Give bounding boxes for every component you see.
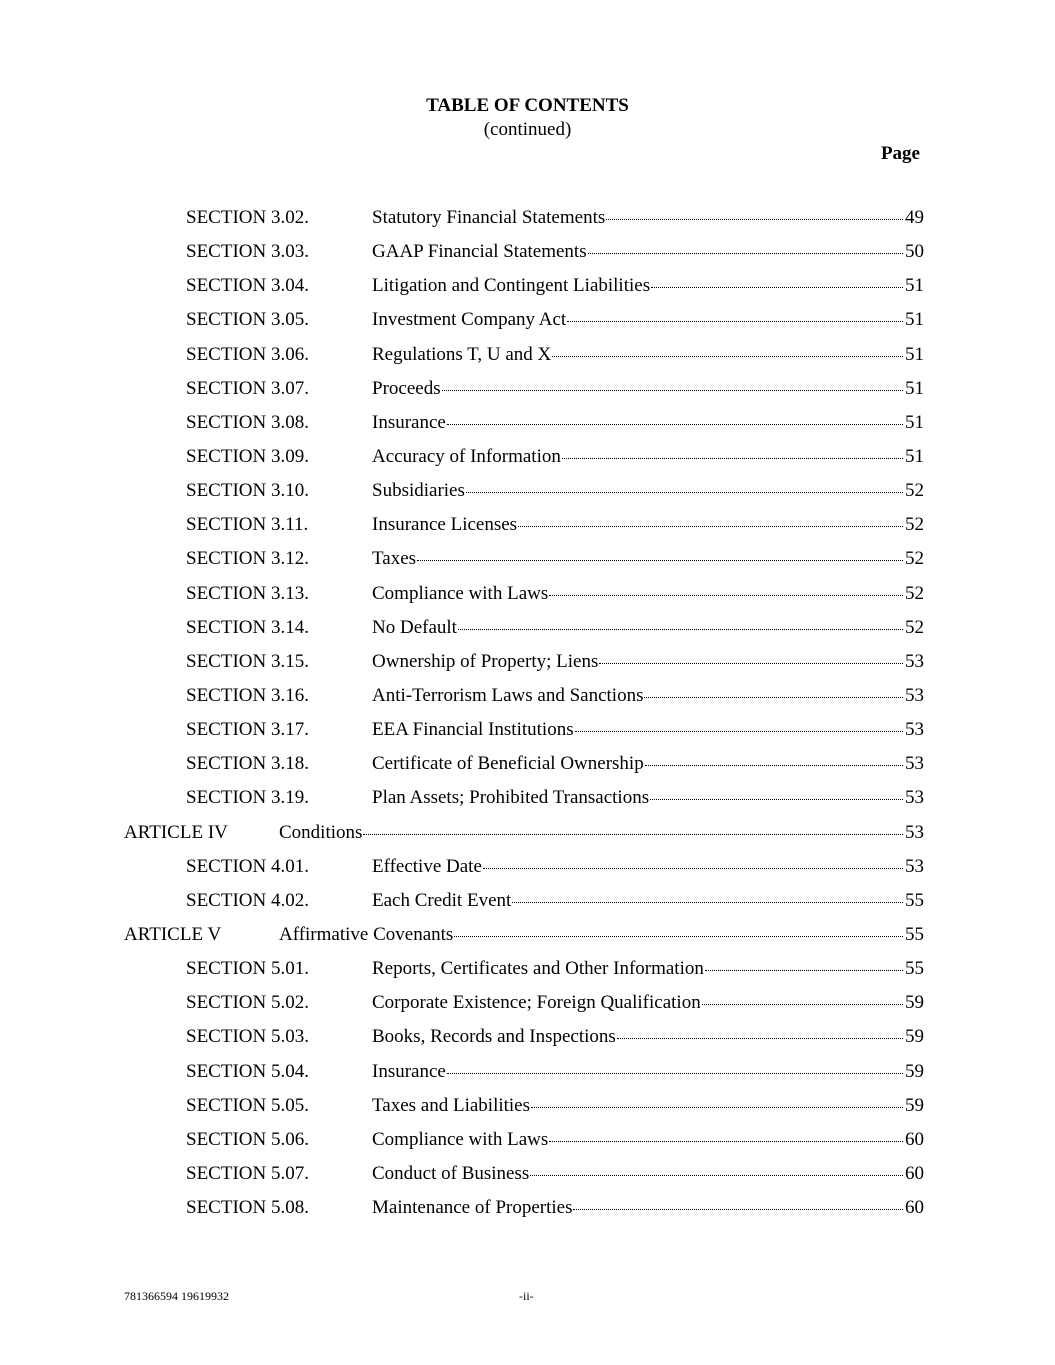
- toc-entry-page: 59: [905, 1060, 924, 1082]
- dot-leader: [518, 526, 903, 527]
- dot-leader: [458, 629, 903, 630]
- toc-section-row[interactable]: [0, 339, 1055, 373]
- toc-entry-title: Each Credit Event: [372, 889, 512, 911]
- toc-entry-title: Insurance: [372, 411, 446, 433]
- dot-leader: [617, 1038, 903, 1039]
- toc-article-row[interactable]: [0, 817, 1055, 851]
- dot-leader: [599, 663, 903, 664]
- toc-section-row[interactable]: [0, 1056, 1055, 1090]
- toc-section-row[interactable]: [0, 578, 1055, 612]
- toc-section-row[interactable]: [0, 407, 1055, 441]
- toc-entry: [372, 752, 905, 776]
- toc-entry-number: SECTION 5.06.: [186, 1128, 309, 1150]
- toc-entry-number: SECTION 5.07.: [186, 1162, 309, 1184]
- toc-section-row[interactable]: [0, 543, 1055, 577]
- toc-entry: [372, 1025, 905, 1049]
- toc-entry-page: 53: [905, 650, 924, 672]
- toc-entry: [372, 582, 905, 606]
- footer-page-number: -ii-: [519, 1289, 534, 1303]
- toc-entry-page: 53: [905, 753, 924, 775]
- toc-section-row[interactable]: [0, 509, 1055, 543]
- toc-entry-number: SECTION 3.12.: [186, 548, 309, 570]
- toc-entry-title: Reports, Certificates and Other Information: [372, 958, 704, 980]
- toc-entry-number: SECTION 5.08.: [186, 1197, 309, 1219]
- toc-entry: [372, 786, 905, 810]
- dot-leader: [552, 356, 903, 357]
- dot-leader: [588, 253, 903, 254]
- toc-section-row[interactable]: [0, 1192, 1055, 1226]
- toc-entry-title: Books, Records and Inspections: [372, 1026, 616, 1048]
- toc-section-row[interactable]: [0, 475, 1055, 509]
- toc-entry-title: Taxes and Liabilities: [372, 1094, 531, 1116]
- toc-section-row[interactable]: [0, 987, 1055, 1021]
- toc-section-row[interactable]: [0, 1124, 1055, 1158]
- toc-entry: [372, 377, 905, 401]
- toc-section-row[interactable]: [0, 1090, 1055, 1124]
- dot-leader: [549, 1141, 903, 1142]
- toc-entry-title: Investment Company Act: [372, 309, 567, 331]
- toc-entry-title: Affirmative Covenants: [279, 923, 454, 945]
- toc-article-row[interactable]: [0, 919, 1055, 953]
- dot-leader: [702, 1004, 903, 1005]
- toc-entry: [372, 616, 905, 640]
- dot-leader: [549, 595, 903, 596]
- toc-entry: [372, 1060, 905, 1084]
- dot-leader: [466, 492, 903, 493]
- toc-entry-number: SECTION 3.07.: [186, 377, 309, 399]
- toc-entry-number: ARTICLE V: [124, 923, 222, 945]
- toc-entry-number: SECTION 3.04.: [186, 275, 309, 297]
- toc-section-row[interactable]: [0, 680, 1055, 714]
- toc-section-row[interactable]: [0, 748, 1055, 782]
- toc-entry-number: SECTION 4.01.: [186, 855, 309, 877]
- toc-entry-number: SECTION 4.02.: [186, 889, 309, 911]
- toc-entry-page: 53: [905, 787, 924, 809]
- toc-entry-number: SECTION 3.03.: [186, 241, 309, 263]
- dot-leader: [447, 1073, 903, 1074]
- toc-section-row[interactable]: [0, 236, 1055, 270]
- toc-entry: [372, 1196, 905, 1220]
- dot-leader: [651, 287, 903, 288]
- toc-entry-title: Statutory Financial Statements: [372, 207, 606, 228]
- toc-entry-title: Proceeds: [372, 377, 441, 399]
- toc-entry-page: 53: [905, 821, 924, 843]
- dot-leader: [567, 321, 903, 322]
- toc-entry-page: 53: [905, 684, 924, 706]
- page-column-label: Page: [880, 143, 920, 164]
- toc-entry-title: EEA Financial Institutions: [372, 719, 574, 741]
- toc-section-row[interactable]: [0, 1021, 1055, 1055]
- toc-entry-title: GAAP Financial Statements: [372, 241, 587, 263]
- toc-entry: [372, 1128, 905, 1152]
- toc-entry-title: Corporate Existence; Foreign Qualification: [372, 992, 701, 1014]
- toc-entry-number: SECTION 3.19.: [186, 787, 309, 809]
- toc-entry: [372, 479, 905, 503]
- toc-entry-number: SECTION 5.03.: [186, 1026, 309, 1048]
- toc-entry: [372, 445, 905, 469]
- toc-section-row[interactable]: [0, 782, 1055, 816]
- toc-entry-page: 55: [905, 889, 924, 911]
- toc-entry: [372, 513, 905, 537]
- toc-entry-number: SECTION 5.04.: [186, 1060, 309, 1082]
- toc-title: TABLE OF CONTENTS: [426, 95, 629, 116]
- toc-entry-page: 53: [905, 719, 924, 741]
- toc-entry-number: SECTION 3.16.: [186, 684, 309, 706]
- toc-section-row[interactable]: [0, 646, 1055, 680]
- toc-entry-title: Compliance with Laws: [372, 1128, 549, 1150]
- toc-entry: [372, 650, 905, 674]
- toc-entry-number: SECTION 5.02.: [186, 992, 309, 1014]
- toc-section-row[interactable]: [0, 373, 1055, 407]
- toc-entry: [372, 274, 905, 298]
- toc-entry-title: Insurance: [372, 1060, 446, 1082]
- toc-entry-title: Conduct of Business: [372, 1162, 530, 1184]
- toc-entry-title: Certificate of Beneficial Ownership: [372, 753, 644, 775]
- toc-subtitle: (continued): [483, 119, 572, 140]
- dot-leader: [575, 731, 903, 732]
- toc-entry-page: 52: [905, 480, 924, 502]
- toc-entry: [372, 684, 905, 708]
- toc-entry-title: Subsidiaries: [372, 480, 465, 502]
- dot-leader: [530, 1175, 903, 1176]
- dot-leader: [573, 1209, 903, 1210]
- toc-entry-title: Maintenance of Properties: [372, 1197, 573, 1219]
- toc-entry-page: 51: [905, 309, 924, 331]
- dot-leader: [705, 970, 903, 971]
- dot-leader: [650, 799, 903, 800]
- toc-entry-number: SECTION 5.05.: [186, 1094, 309, 1116]
- toc-entry-number: SECTION 3.15.: [186, 650, 309, 672]
- toc-entry-page: 59: [905, 992, 924, 1014]
- toc-entry-number: SECTION 3.14.: [186, 616, 309, 638]
- toc-entry-page: 52: [905, 616, 924, 638]
- toc-entry-number: SECTION 3.10.: [186, 480, 309, 502]
- toc-entry-number: SECTION 3.17.: [186, 719, 309, 741]
- toc-list: [0, 202, 1055, 1226]
- toc-entry-page: 53: [905, 855, 924, 877]
- toc-entry-title: Litigation and Contingent Liabilities: [372, 275, 651, 297]
- toc-entry-title: Plan Assets; Prohibited Transactions: [372, 787, 650, 809]
- toc-entry: [372, 718, 905, 742]
- toc-section-row[interactable]: [0, 885, 1055, 919]
- toc-entry-title: No Default: [372, 616, 457, 638]
- toc-entry: [372, 411, 905, 435]
- toc-entry: [372, 957, 905, 981]
- toc-entry-number: SECTION 3.13.: [186, 582, 309, 604]
- toc-entry: [372, 991, 905, 1015]
- toc-section-row[interactable]: [0, 953, 1055, 987]
- dot-leader: [447, 424, 903, 425]
- toc-entry: [372, 855, 905, 879]
- toc-entry-title: Taxes: [372, 548, 417, 570]
- toc-entry-page: 55: [905, 958, 924, 980]
- toc-entry-number: SECTION 3.18.: [186, 753, 309, 775]
- toc-entry: [372, 1162, 905, 1186]
- toc-entry-page: 51: [905, 275, 924, 297]
- toc-entry-number: ARTICLE IV: [124, 821, 228, 843]
- toc-entry-page: 51: [905, 343, 924, 365]
- toc-entry-number: SECTION 3.06.: [186, 343, 309, 365]
- toc-entry-title: Compliance with Laws: [372, 582, 549, 604]
- dot-leader: [645, 765, 903, 766]
- toc-entry-page: 59: [905, 1026, 924, 1048]
- toc-section-row[interactable]: [0, 851, 1055, 885]
- toc-entry-title: Anti-Terrorism Laws and Sanctions: [372, 684, 644, 706]
- toc-entry-page: 52: [905, 514, 924, 536]
- toc-entry-page: 59: [905, 1094, 924, 1116]
- dot-leader: [454, 936, 903, 937]
- toc-entry: [279, 821, 905, 845]
- dot-leader: [417, 560, 903, 561]
- toc-entry: [372, 547, 905, 571]
- toc-entry-page: 55: [905, 923, 924, 945]
- dot-leader: [442, 390, 903, 391]
- toc-entry-page: 51: [905, 445, 924, 467]
- toc-entry-title: Conditions: [279, 821, 363, 843]
- toc-entry-page: 60: [905, 1128, 924, 1150]
- toc-entry: [372, 1094, 905, 1118]
- toc-entry: [372, 889, 905, 913]
- toc-entry-title: Insurance Licenses: [372, 514, 518, 536]
- dot-leader: [606, 219, 903, 220]
- toc-entry-title: Effective Date: [372, 855, 482, 877]
- toc-entry-title: Accuracy of Information: [372, 445, 561, 467]
- toc-entry-number: SECTION 5.01.: [186, 958, 309, 980]
- toc-entry: [279, 923, 905, 947]
- toc-entry-page: 60: [905, 1197, 924, 1219]
- toc-entry-number: SECTION 3.11.: [186, 514, 309, 536]
- dot-leader: [363, 834, 903, 835]
- toc-entry-page: 51: [905, 377, 924, 399]
- dot-leader: [644, 697, 903, 698]
- toc-section-row[interactable]: [0, 270, 1055, 304]
- toc-section-row[interactable]: [0, 441, 1055, 475]
- dot-leader: [562, 458, 903, 459]
- dot-leader: [483, 868, 903, 869]
- toc-entry-number: SECTION 3.02.: [186, 207, 309, 228]
- toc-section-row[interactable]: [0, 304, 1055, 338]
- toc-entry-page: 50: [905, 241, 924, 263]
- toc-section-row[interactable]: [0, 714, 1055, 748]
- toc-entry: [372, 206, 905, 230]
- toc-entry-page: 51: [905, 411, 924, 433]
- toc-entry: [372, 240, 905, 264]
- dot-leader: [512, 902, 903, 903]
- toc-entry: [372, 308, 905, 332]
- toc-entry-page: 49: [905, 207, 924, 228]
- toc-section-row[interactable]: [0, 202, 1055, 236]
- toc-entry-page: 52: [905, 582, 924, 604]
- toc-section-row[interactable]: [0, 1158, 1055, 1192]
- toc-entry-number: SECTION 3.05.: [186, 309, 309, 331]
- dot-leader: [531, 1107, 903, 1108]
- footer-doc-id: 781366594 19619932: [124, 1289, 229, 1303]
- toc-entry-title: Regulations T, U and X: [372, 343, 552, 365]
- toc-entry-page: 52: [905, 548, 924, 570]
- toc-section-row[interactable]: [0, 612, 1055, 646]
- toc-entry-title: Ownership of Property; Liens: [372, 650, 599, 672]
- toc-entry-page: 60: [905, 1162, 924, 1184]
- toc-entry-number: SECTION 3.09.: [186, 445, 309, 467]
- toc-entry: [372, 343, 905, 367]
- toc-entry-number: SECTION 3.08.: [186, 411, 309, 433]
